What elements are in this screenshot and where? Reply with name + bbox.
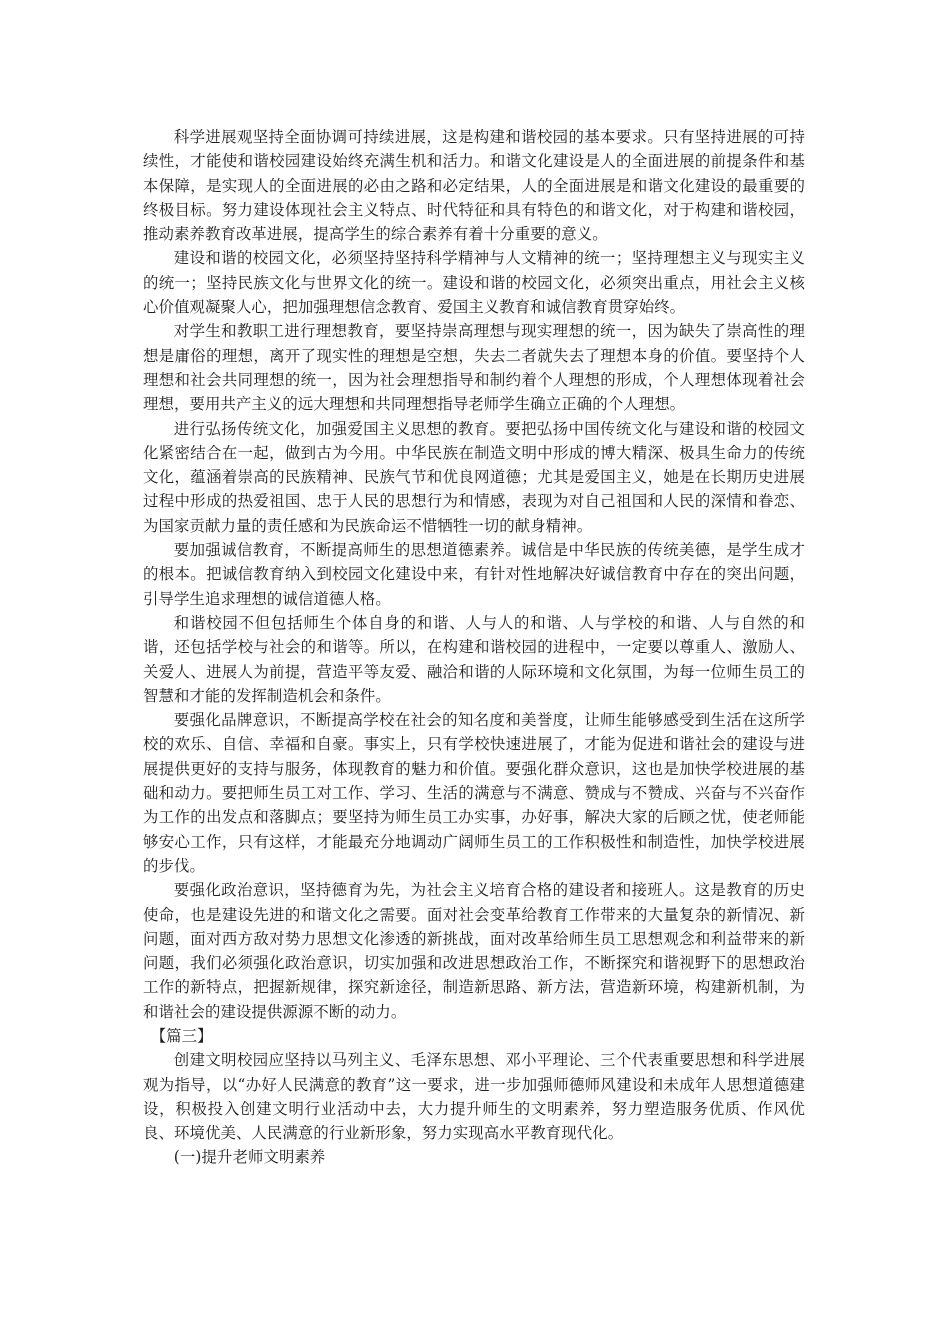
paragraph: 进行弘扬传统文化，加强爱国主义思想的教育。要把弘扬中国传统文化与建设和谐的校园文化紧密结合在一起，做到古为今用。中华民族在制造文明中形成的博大精深、极具生命力的传统文化，蕴涵着崇高的民族精神、民族气节和优良网道德；尤其是爱国主义，她是在长期历史进展过程中形成的热爱祖国、忠于人民的思想行为和情感，表现为对自己祖国和人民的深情和眷恋、为国家贡献力量的责任感和为民族命运不惜牺牲一切的献身精神。 — [143, 419, 805, 535]
sub-heading: (一)提升老师文明素养 — [173, 1148, 326, 1167]
paragraph: 要加强诚信教育，不断提高师生的思想道德素养。诚信是中华民族的传统美德，是学生成才的根本。把诚信教育纳入到校园文化建设中来，有针对性地解决好诚信教育中存在的突出问题，引导学生追求理想的诚信道德人格。 — [143, 541, 805, 608]
paragraph: 要强化政治意识，坚持德育为先，为社会主义培育合格的建设者和接班人。这是教育的历史使命，也是建设先进的和谐文化之需要。面对社会变革给教育工作带来的大量复杂的新情况、新问题，面对西方敌对势力思想文化渗透的新挑战，面对改革给师生员工思想观念和利益带来的新问题，我们必须强化政治意识，切实加强和改进思想政治工作，不断探究和谐视野下的思想政治工作的新特点，把握新规律，探究新途径，制造新思路、新方法，营造新环境，构建新机制，为和谐社会的建设提供源源不断的动力。 — [143, 881, 805, 1021]
paragraph: 科学进展观坚持全面协调可持续进展，这是构建和谐校园的基本要求。只有坚持进展的可持续性，才能使和谐校园建设始终充满生机和活力。和谐文化建设是人的全面进展的前提条件和基本保障，是实现人的全面进展的必由之路和必定结果，人的全面进展是和谐文化建设的最重要的终极目标。努力建设体现社会主义特点、时代特征和具有特色的和谐文化，对于构建和谐校园，推动素养教育改革进展，提高学生的综合素养有着十分重要的意义。 — [143, 128, 805, 244]
paragraph: 建设和谐的校园文化，必须坚持坚持科学精神与人文精神的统一；坚持理想主义与现实主义的统一；坚持民族文化与世界文化的统一。建设和谐的校园文化，必须突出重点，用社会主义核心价值观凝聚人心，把加强理想信念教育、爱国主义教育和诚信教育贯穿始终。 — [143, 249, 805, 317]
paragraph: 和谐校园不但包括师生个体自身的和谐、人与人的和谐、人与学校的和谐、人与自然的和谐，还包括学校与社会的和谐等。所以，在构建和谐校园的进程中，一定要以尊重人、激励人、关爱人、进展人为前提，营造平等友爱、融洽和谐的人际环境和文化氛围，为每一位师生员工的智慧和才能的发挥制造机会和条件。 — [143, 613, 805, 705]
paragraph: 要强化品牌意识，不断提高学校在社会的知名度和美誉度，让师生能够感受到生活在这所学校的欢乐、自信、幸福和自豪。事实上，只有学校快速进展了，才能为促进和谐社会的建设与进展提供更好的支持与服务，体现教育的魅力和价值。要强化群众意识，这也是加快学校进展的基础和动力。要把师生员工对工作、学习、生活的满意与不满意、赞成与不赞成、兴奋与不兴奋作为工作的出发点和落脚点；要坚持为师生员工办实事，办好事，解决大家的后顾之忧，使老师能够安心工作，只有这样，才能最充分地调动广阔师生员工的工作积极性和制造性，加快学校进展的步伐。 — [143, 711, 805, 875]
paragraph: 对学生和教职工进行理想教育，要坚持崇高理想与现实理想的统一，因为缺失了崇高性的理想是庸俗的理想，离开了现实性的理想是空想，失去二者就失去了理想本身的价值。要坚持个人理想和社会共同理想的统一，因为社会理想指导和制约着个人理想的形成，个人理想体现着社会理想，要用共产主义的远大理想和共同理想指导老师学生确立正确的个人理想。 — [143, 322, 805, 414]
document-body — [143, 125, 805, 1170]
section-paragraph: 创建文明校园应坚持以马列主义、毛泽东思想、邓小平理论、三个代表重要思想和科学进展观为指导，以“办好人民满意的教育”这一要求，进一步加强师德师风建设和未成年人思想道德建设，积极投入创建文明行业活动中去，大力提升师生的文明素养，努力塑造服务优质、作风优良、环境优美、人民满意的行业新形象，努力实现高水平教育现代化。 — [143, 1051, 805, 1143]
section-heading: 【篇三】 — [150, 1026, 213, 1045]
